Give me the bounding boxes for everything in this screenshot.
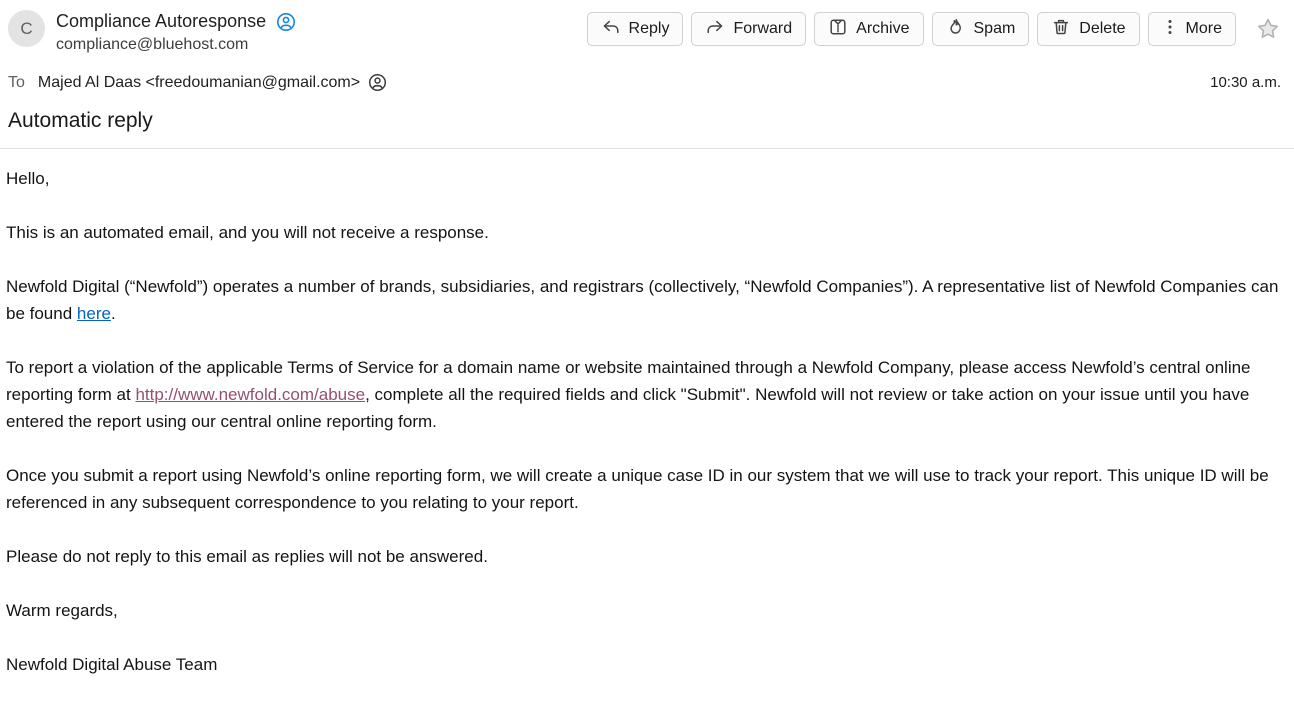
forward-label: Forward bbox=[733, 20, 793, 37]
sender-name: Compliance Autoresponse bbox=[56, 11, 267, 31]
reply-icon bbox=[601, 17, 621, 42]
message-toolbar bbox=[587, 10, 1282, 46]
trash-icon bbox=[1051, 17, 1071, 42]
reply-label: Reply bbox=[628, 20, 670, 37]
paragraph-text: . bbox=[110, 304, 116, 323]
here-link[interactable]: here bbox=[76, 304, 111, 323]
spam-label: Spam bbox=[973, 20, 1016, 37]
body-paragraph: Once you submit a report using Newfold’s online reporting form, we will create a unique case ID in our system that we will use to track your report. This unique ID will be referenced in any subsequent correspondence to you relating to your report. bbox=[6, 466, 1269, 512]
delete-button[interactable] bbox=[1037, 12, 1139, 46]
body-paragraph: Hello, bbox=[6, 169, 50, 188]
more-label: More bbox=[1185, 20, 1222, 37]
message-body bbox=[0, 149, 1294, 678]
newfold-abuse-link[interactable]: http://www.newfold.com/abuse bbox=[135, 385, 366, 404]
recipient-address: Majed Al Daas <freedoumanian@gmail.com> bbox=[37, 73, 361, 91]
archive-label: Archive bbox=[856, 20, 910, 37]
body-paragraph bbox=[6, 273, 1280, 327]
delete-label: Delete bbox=[1079, 20, 1126, 37]
reply-button[interactable] bbox=[587, 12, 684, 46]
subject-line: Automatic reply bbox=[8, 109, 153, 132]
body-paragraph: Newfold Digital Abuse Team bbox=[6, 655, 218, 674]
paragraph-text: , complete all the required fields and click "Submit". Newfold will not review or take action on your issue until you have entered the report using our central online reporting form. bbox=[6, 385, 1250, 431]
paragraph-text: Newfold Digital (“Newfold”) operates a number of brands, subsidiaries, and registrars (collectively, “Newfold Companies”). A representative list of Newfold Companies can be found bbox=[6, 277, 1279, 323]
sender-email: compliance@bluehost.com bbox=[56, 36, 249, 53]
sender-contact-icon[interactable] bbox=[276, 12, 296, 32]
spam-flame-icon bbox=[946, 17, 966, 42]
message-time: 10:30 a.m. bbox=[1210, 74, 1281, 91]
more-button[interactable] bbox=[1148, 12, 1236, 46]
message-header bbox=[0, 0, 1294, 133]
forward-icon bbox=[705, 17, 725, 42]
spam-button[interactable] bbox=[932, 12, 1030, 46]
body-paragraph: Warm regards, bbox=[6, 601, 118, 620]
to-label: To bbox=[8, 73, 25, 91]
archive-icon bbox=[828, 17, 848, 42]
kebab-menu-icon bbox=[1162, 17, 1178, 42]
forward-button[interactable] bbox=[691, 12, 806, 46]
body-paragraph bbox=[6, 354, 1280, 435]
archive-button[interactable] bbox=[814, 12, 923, 46]
paragraph-text: To report a violation of the applicable Terms of Service for a domain name or website maintained through a Newfold Company, please access Newfold’s central online reporting form at bbox=[6, 358, 1251, 404]
flag-star-icon[interactable] bbox=[1254, 15, 1282, 43]
recipient-contact-icon[interactable] bbox=[368, 73, 387, 92]
body-paragraph: This is an automated email, and you will not receive a response. bbox=[6, 223, 489, 242]
sender-avatar: C bbox=[8, 10, 45, 47]
body-paragraph: Please do not reply to this email as replies will not be answered. bbox=[6, 547, 488, 566]
